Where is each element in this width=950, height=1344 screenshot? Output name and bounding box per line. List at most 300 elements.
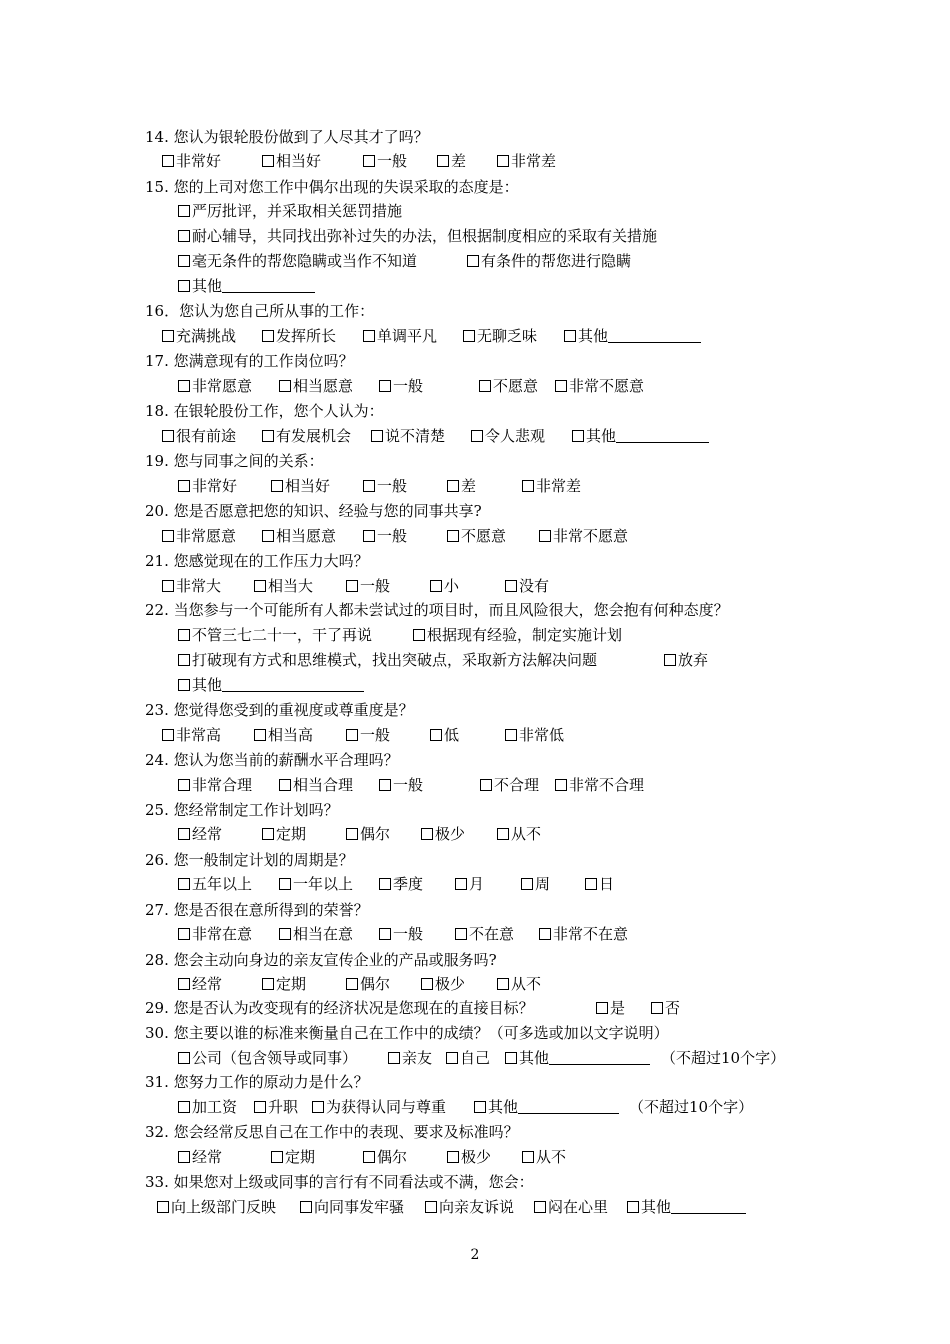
checkbox-icon[interactable] bbox=[522, 480, 534, 492]
option-label: 非常大 bbox=[176, 577, 222, 595]
option-label: 放弃 bbox=[678, 651, 709, 669]
option-label: 一般 bbox=[393, 925, 424, 943]
option-choice[interactable] bbox=[421, 973, 465, 995]
checkbox-icon[interactable] bbox=[178, 255, 190, 267]
option-choice[interactable] bbox=[279, 774, 353, 796]
option-choice[interactable] bbox=[262, 525, 336, 547]
checkbox-icon[interactable] bbox=[534, 1201, 546, 1213]
option-choice[interactable] bbox=[425, 1196, 514, 1218]
option-choice[interactable] bbox=[162, 325, 236, 347]
option-label: 无聊乏味 bbox=[477, 327, 538, 345]
option-label: 非常好 bbox=[176, 152, 222, 170]
option-choice[interactable] bbox=[446, 1047, 490, 1069]
option-choice[interactable] bbox=[262, 150, 321, 172]
option-choice[interactable] bbox=[271, 475, 330, 497]
checkbox-icon[interactable] bbox=[178, 828, 190, 840]
option-choice[interactable] bbox=[162, 724, 221, 746]
checkbox-icon[interactable] bbox=[346, 828, 358, 840]
option-choice[interactable] bbox=[178, 823, 222, 845]
option-choice[interactable] bbox=[463, 325, 537, 347]
checkbox-icon[interactable] bbox=[421, 828, 433, 840]
checkbox-icon[interactable] bbox=[312, 1101, 324, 1113]
option-choice[interactable] bbox=[430, 724, 459, 746]
option-choice[interactable] bbox=[664, 649, 708, 671]
checkbox-icon[interactable] bbox=[178, 878, 190, 890]
checkbox-icon[interactable] bbox=[157, 1201, 169, 1213]
checkbox-icon[interactable] bbox=[363, 155, 375, 167]
option-choice[interactable] bbox=[447, 475, 476, 497]
option-choice[interactable] bbox=[271, 1146, 315, 1168]
question-text: 20. 您是否愿意把您的知识、经验与您的同事共享? bbox=[145, 502, 482, 520]
option-label: 不管三七二十一，干了再说 bbox=[192, 626, 373, 644]
option-choice[interactable] bbox=[539, 923, 628, 945]
checkbox-icon[interactable] bbox=[363, 530, 375, 542]
option-choice[interactable] bbox=[279, 375, 353, 397]
option-choice[interactable] bbox=[178, 674, 364, 696]
option-choice[interactable] bbox=[471, 425, 545, 447]
option-label: 小 bbox=[444, 577, 460, 595]
option-choice[interactable] bbox=[479, 375, 538, 397]
option-choice[interactable] bbox=[363, 1146, 407, 1168]
option-choice[interactable] bbox=[178, 923, 252, 945]
option-label: 从不 bbox=[536, 1148, 567, 1166]
option-choice[interactable] bbox=[522, 1146, 566, 1168]
question-text: 19. 您与同事之间的关系： bbox=[145, 452, 324, 470]
option-label: 加工资 bbox=[192, 1098, 238, 1116]
checkbox-icon[interactable] bbox=[262, 530, 274, 542]
option-label: 相当大 bbox=[268, 577, 314, 595]
option-choice[interactable] bbox=[178, 475, 237, 497]
checkbox-icon[interactable] bbox=[178, 629, 190, 641]
option-choice[interactable] bbox=[596, 997, 625, 1019]
option-label: 耐心辅导，共同找出弥补过失的办法，但根据制度相应的采取有关措施 bbox=[192, 227, 658, 245]
checkbox-icon[interactable] bbox=[430, 580, 442, 592]
option-choice[interactable] bbox=[178, 649, 597, 671]
checkbox-icon[interactable] bbox=[178, 779, 190, 791]
question-text: 32. 您会经常反思自己在工作中的表现、要求及标准吗？ bbox=[145, 1123, 519, 1141]
checkbox-icon[interactable] bbox=[162, 330, 174, 342]
question-text: 21. 您感觉现在的工作压力大吗？ bbox=[145, 552, 369, 570]
option-choice[interactable] bbox=[254, 1096, 298, 1118]
checkbox-icon[interactable] bbox=[505, 1052, 517, 1064]
option-choice[interactable] bbox=[447, 1146, 491, 1168]
option-choice[interactable] bbox=[379, 873, 423, 895]
checkbox-icon[interactable] bbox=[346, 580, 358, 592]
checkbox-icon[interactable] bbox=[346, 729, 358, 741]
checkbox-icon[interactable] bbox=[363, 480, 375, 492]
option-label: 向同事发牢骚 bbox=[314, 1198, 405, 1216]
option-label: 有发展机会 bbox=[276, 427, 352, 445]
option-label: 升职 bbox=[268, 1098, 299, 1116]
checkbox-icon[interactable] bbox=[346, 978, 358, 990]
option-label: 打破现有方式和思维模式，找出突破点，采取新方法解决问题 bbox=[192, 651, 598, 669]
option-label: 偶尔 bbox=[360, 825, 391, 843]
option-label: 经常 bbox=[192, 825, 223, 843]
option-choice[interactable] bbox=[178, 200, 402, 222]
option-choice[interactable] bbox=[437, 150, 466, 172]
checkbox-icon[interactable] bbox=[279, 380, 291, 392]
checkbox-icon[interactable] bbox=[447, 530, 459, 542]
option-label: 非常在意 bbox=[192, 925, 253, 943]
option-choice[interactable] bbox=[178, 275, 315, 297]
question-text: 31. 您努力工作的原动力是什么？ bbox=[145, 1073, 369, 1091]
question-text: 33. 如果您对上级或同事的言行有不同看法或不满，您会： bbox=[145, 1173, 534, 1191]
option-label: 没有 bbox=[519, 577, 550, 595]
checkbox-icon[interactable] bbox=[371, 430, 383, 442]
fill-in-blank[interactable] bbox=[222, 277, 315, 293]
option-choice[interactable] bbox=[262, 823, 306, 845]
option-label: 亲友 bbox=[402, 1049, 433, 1067]
option-choice[interactable] bbox=[262, 973, 306, 995]
checkbox-icon[interactable] bbox=[178, 679, 190, 691]
option-note: （不超过10个字） bbox=[629, 1098, 754, 1116]
option-label: 非常不合理 bbox=[569, 776, 645, 794]
question-text: 15. 您的上司对您工作中偶尔出现的失误采取的态度是： bbox=[145, 178, 519, 196]
checkbox-icon[interactable] bbox=[300, 1201, 312, 1213]
option-label: 周 bbox=[535, 875, 551, 893]
checkbox-icon[interactable] bbox=[178, 205, 190, 217]
option-choice[interactable] bbox=[467, 250, 631, 272]
option-choice[interactable] bbox=[371, 425, 445, 447]
option-choice[interactable] bbox=[162, 575, 221, 597]
option-choice[interactable] bbox=[379, 923, 423, 945]
option-choice[interactable] bbox=[178, 973, 222, 995]
option-label: 一般 bbox=[360, 577, 391, 595]
option-choice[interactable] bbox=[505, 1047, 650, 1069]
option-label: 极少 bbox=[461, 1148, 492, 1166]
option-choice[interactable] bbox=[430, 575, 459, 597]
option-choice[interactable] bbox=[539, 525, 628, 547]
option-label: 其他 bbox=[519, 1049, 550, 1067]
question-text: 22. 当您参与一个可能所有人都未尝试过的项目时，而且风险很大，您会抱有何种态度？ bbox=[145, 601, 729, 619]
checkbox-icon[interactable] bbox=[279, 928, 291, 940]
option-choice[interactable] bbox=[497, 823, 541, 845]
option-choice[interactable] bbox=[497, 150, 556, 172]
option-label: 差 bbox=[461, 477, 477, 495]
option-label: 非常合理 bbox=[192, 776, 253, 794]
fill-in-blank[interactable] bbox=[518, 1098, 619, 1114]
option-label: 其他 bbox=[641, 1198, 672, 1216]
option-choice[interactable] bbox=[346, 823, 390, 845]
option-label: 非常高 bbox=[176, 726, 222, 744]
checkbox-icon[interactable] bbox=[555, 380, 567, 392]
checkbox-icon[interactable] bbox=[271, 480, 283, 492]
checkbox-icon[interactable] bbox=[262, 978, 274, 990]
question-text: 16．您认为您自己所从事的工作： bbox=[145, 302, 375, 320]
option-label: 为获得认同与尊重 bbox=[326, 1098, 447, 1116]
option-label: 经常 bbox=[192, 1148, 223, 1166]
option-choice[interactable] bbox=[413, 624, 622, 646]
option-label: 充满挑战 bbox=[176, 327, 237, 345]
option-choice[interactable] bbox=[651, 997, 680, 1019]
checkbox-icon[interactable] bbox=[585, 878, 597, 890]
option-label: 不在意 bbox=[469, 925, 515, 943]
checkbox-icon[interactable] bbox=[279, 779, 291, 791]
checkbox-icon[interactable] bbox=[254, 1101, 266, 1113]
checkbox-icon[interactable] bbox=[279, 878, 291, 890]
checkbox-icon[interactable] bbox=[664, 654, 676, 666]
option-choice[interactable] bbox=[534, 1196, 608, 1218]
checkbox-icon[interactable] bbox=[178, 280, 190, 292]
checkbox-icon[interactable] bbox=[505, 580, 517, 592]
checkbox-icon[interactable] bbox=[555, 779, 567, 791]
fill-in-blank[interactable] bbox=[222, 676, 364, 692]
fill-in-blank[interactable] bbox=[616, 427, 709, 443]
option-choice[interactable] bbox=[178, 375, 252, 397]
checkbox-icon[interactable] bbox=[447, 480, 459, 492]
question-text: 27. 您是否很在意所得到的荣誉？ bbox=[145, 901, 369, 919]
option-label: 季度 bbox=[393, 875, 424, 893]
checkbox-icon[interactable] bbox=[178, 380, 190, 392]
option-label: 其他 bbox=[586, 427, 617, 445]
checkbox-icon[interactable] bbox=[539, 928, 551, 940]
checkbox-icon[interactable] bbox=[447, 1151, 459, 1163]
option-choice[interactable] bbox=[455, 873, 484, 895]
option-choice[interactable] bbox=[388, 1047, 432, 1069]
checkbox-icon[interactable] bbox=[178, 1151, 190, 1163]
option-label: 相当愿意 bbox=[276, 527, 337, 545]
checkbox-icon[interactable] bbox=[178, 1052, 190, 1064]
option-label: 不愿意 bbox=[461, 527, 507, 545]
checkbox-icon[interactable] bbox=[162, 430, 174, 442]
question-text: 23. 您觉得您受到的重视度或尊重度是？ bbox=[145, 701, 414, 719]
option-label: 极少 bbox=[435, 975, 466, 993]
option-choice[interactable] bbox=[627, 1196, 746, 1218]
question-text: 18. 在银轮股份工作，您个人认为： bbox=[145, 402, 384, 420]
option-choice[interactable] bbox=[564, 325, 701, 347]
option-choice[interactable] bbox=[279, 873, 353, 895]
checkbox-icon[interactable] bbox=[162, 155, 174, 167]
option-label: 毫无条件的帮您隐瞒或当作不知道 bbox=[192, 252, 418, 270]
option-label: 相当高 bbox=[268, 726, 314, 744]
checkbox-icon[interactable] bbox=[479, 380, 491, 392]
option-choice[interactable] bbox=[555, 774, 644, 796]
question-text: 28. 您会主动向身边的亲友宣传企业的产品或服务吗? bbox=[145, 951, 497, 969]
option-choice[interactable] bbox=[254, 724, 313, 746]
option-choice[interactable] bbox=[379, 774, 423, 796]
option-choice[interactable] bbox=[346, 973, 390, 995]
option-label: 是 bbox=[610, 999, 626, 1017]
option-label: 相当好 bbox=[285, 477, 331, 495]
checkbox-icon[interactable] bbox=[379, 928, 391, 940]
option-label: 一年以上 bbox=[293, 875, 354, 893]
option-label: 一般 bbox=[360, 726, 391, 744]
checkbox-icon[interactable] bbox=[596, 1002, 608, 1014]
checkbox-icon[interactable] bbox=[505, 729, 517, 741]
checkbox-icon[interactable] bbox=[162, 530, 174, 542]
option-choice[interactable] bbox=[521, 873, 550, 895]
checkbox-icon[interactable] bbox=[572, 430, 584, 442]
checkbox-icon[interactable] bbox=[363, 1151, 375, 1163]
option-label: 严厉批评，并采取相关惩罚措施 bbox=[192, 202, 403, 220]
checkbox-icon[interactable] bbox=[455, 878, 467, 890]
option-label: 公司（包含领导或同事） bbox=[192, 1049, 358, 1067]
option-label: 很有前途 bbox=[176, 427, 237, 445]
option-choice[interactable] bbox=[363, 475, 407, 497]
checkbox-icon[interactable] bbox=[413, 629, 425, 641]
option-label: 相当合理 bbox=[293, 776, 354, 794]
option-choice[interactable] bbox=[447, 525, 506, 547]
option-choice[interactable] bbox=[262, 425, 351, 447]
option-choice[interactable] bbox=[162, 425, 236, 447]
option-label: 偶尔 bbox=[360, 975, 391, 993]
option-choice[interactable] bbox=[157, 1196, 276, 1218]
option-choice[interactable] bbox=[178, 1096, 237, 1118]
checkbox-icon[interactable] bbox=[564, 330, 576, 342]
checkbox-icon[interactable] bbox=[162, 729, 174, 741]
checkbox-icon[interactable] bbox=[522, 1151, 534, 1163]
option-label: 非常好 bbox=[192, 477, 238, 495]
checkbox-icon[interactable] bbox=[521, 878, 533, 890]
checkbox-icon[interactable] bbox=[379, 878, 391, 890]
fill-in-blank[interactable] bbox=[671, 1198, 746, 1214]
option-choice[interactable] bbox=[480, 774, 539, 796]
checkbox-icon[interactable] bbox=[178, 978, 190, 990]
option-choice[interactable] bbox=[346, 724, 390, 746]
option-choice[interactable] bbox=[474, 1096, 619, 1118]
checkbox-icon[interactable] bbox=[178, 1101, 190, 1113]
checkbox-icon[interactable] bbox=[262, 430, 274, 442]
option-label: 相当愿意 bbox=[293, 377, 354, 395]
option-label: 非常差 bbox=[536, 477, 582, 495]
option-label: 日 bbox=[599, 875, 615, 893]
option-label: 一般 bbox=[393, 776, 424, 794]
checkbox-icon[interactable] bbox=[262, 828, 274, 840]
question-text: 14. 您认为银轮股份做到了人尽其才了吗？ bbox=[145, 128, 429, 146]
option-choice[interactable] bbox=[162, 150, 221, 172]
option-choice[interactable] bbox=[279, 923, 353, 945]
option-choice[interactable] bbox=[379, 375, 423, 397]
option-choice[interactable] bbox=[346, 575, 390, 597]
checkbox-icon[interactable] bbox=[388, 1052, 400, 1064]
option-choice[interactable] bbox=[505, 724, 564, 746]
fill-in-blank[interactable] bbox=[549, 1049, 650, 1065]
option-label: 向亲友诉说 bbox=[439, 1198, 515, 1216]
option-label: 定期 bbox=[276, 975, 307, 993]
checkbox-icon[interactable] bbox=[178, 230, 190, 242]
checkbox-icon[interactable] bbox=[178, 928, 190, 940]
option-label: 偶尔 bbox=[377, 1148, 408, 1166]
option-label: 非常愿意 bbox=[192, 377, 253, 395]
option-choice[interactable] bbox=[178, 774, 252, 796]
option-label: 单调平凡 bbox=[377, 327, 438, 345]
checkbox-icon[interactable] bbox=[363, 330, 375, 342]
option-label: 其他 bbox=[192, 676, 223, 694]
option-label: 定期 bbox=[285, 1148, 316, 1166]
option-label: 根据现有经验，制定实施计划 bbox=[427, 626, 623, 644]
option-choice[interactable] bbox=[162, 525, 236, 547]
option-choice[interactable] bbox=[262, 325, 336, 347]
question-text: 24. 您认为您当前的薪酬水平合理吗？ bbox=[145, 751, 399, 769]
option-choice[interactable] bbox=[254, 575, 313, 597]
checkbox-icon[interactable] bbox=[446, 1052, 458, 1064]
option-choice[interactable] bbox=[522, 475, 581, 497]
option-label: 相当在意 bbox=[293, 925, 354, 943]
checkbox-icon[interactable] bbox=[262, 155, 274, 167]
option-choice[interactable] bbox=[455, 923, 514, 945]
option-label: 其他 bbox=[488, 1098, 519, 1116]
option-label: 月 bbox=[469, 875, 485, 893]
option-choice[interactable] bbox=[178, 873, 252, 895]
option-label: 经常 bbox=[192, 975, 223, 993]
option-choice[interactable] bbox=[497, 973, 541, 995]
checkbox-icon[interactable] bbox=[254, 729, 266, 741]
option-label: 非常差 bbox=[511, 152, 557, 170]
checkbox-icon[interactable] bbox=[425, 1201, 437, 1213]
checkbox-icon[interactable] bbox=[421, 978, 433, 990]
checkbox-icon[interactable] bbox=[480, 779, 492, 791]
option-label: 一般 bbox=[377, 152, 408, 170]
checkbox-icon[interactable] bbox=[497, 155, 509, 167]
checkbox-icon[interactable] bbox=[178, 654, 190, 666]
option-note: （不超过10个字） bbox=[661, 1049, 786, 1067]
checkbox-icon[interactable] bbox=[271, 1151, 283, 1163]
option-label: 非常低 bbox=[519, 726, 565, 744]
checkbox-icon[interactable] bbox=[471, 430, 483, 442]
option-label: 否 bbox=[665, 999, 681, 1017]
option-label: 闷在心里 bbox=[548, 1198, 609, 1216]
question-text: 29. 您是否认为改变现有的经济状况是您现在的直接目标？ bbox=[145, 999, 534, 1017]
checkbox-icon[interactable] bbox=[254, 580, 266, 592]
option-label: 发挥所长 bbox=[276, 327, 337, 345]
checkbox-icon[interactable] bbox=[379, 779, 391, 791]
checkbox-icon[interactable] bbox=[437, 155, 449, 167]
question-text: 26. 您一般制定计划的周期是？ bbox=[145, 851, 354, 869]
checkbox-icon[interactable] bbox=[455, 928, 467, 940]
fill-in-blank[interactable] bbox=[608, 327, 701, 343]
checkbox-icon[interactable] bbox=[497, 978, 509, 990]
checkbox-icon[interactable] bbox=[162, 580, 174, 592]
checkbox-icon[interactable] bbox=[178, 480, 190, 492]
option-choice[interactable] bbox=[363, 150, 407, 172]
checkbox-icon[interactable] bbox=[497, 828, 509, 840]
option-label: 一般 bbox=[393, 377, 424, 395]
option-label: 不愿意 bbox=[493, 377, 539, 395]
option-label: 极少 bbox=[435, 825, 466, 843]
option-choice[interactable] bbox=[312, 1096, 446, 1118]
checkbox-icon[interactable] bbox=[651, 1002, 663, 1014]
option-choice[interactable] bbox=[572, 425, 709, 447]
checkbox-icon[interactable] bbox=[430, 729, 442, 741]
option-choice[interactable] bbox=[421, 823, 465, 845]
option-choice[interactable] bbox=[300, 1196, 404, 1218]
option-choice[interactable] bbox=[178, 1047, 357, 1069]
checkbox-icon[interactable] bbox=[474, 1101, 486, 1113]
checkbox-icon[interactable] bbox=[463, 330, 475, 342]
checkbox-icon[interactable] bbox=[262, 330, 274, 342]
option-choice[interactable] bbox=[178, 1146, 222, 1168]
option-choice[interactable] bbox=[178, 250, 417, 272]
checkbox-icon[interactable] bbox=[467, 255, 479, 267]
option-label: 低 bbox=[444, 726, 460, 744]
checkbox-icon[interactable] bbox=[627, 1201, 639, 1213]
checkbox-icon[interactable] bbox=[379, 380, 391, 392]
option-choice[interactable] bbox=[555, 375, 644, 397]
question-text: 17. 您满意现有的工作岗位吗？ bbox=[145, 352, 354, 370]
option-choice[interactable] bbox=[363, 525, 407, 547]
option-choice[interactable] bbox=[363, 325, 437, 347]
option-choice[interactable] bbox=[585, 873, 614, 895]
checkbox-icon[interactable] bbox=[539, 530, 551, 542]
option-choice[interactable] bbox=[178, 225, 657, 247]
option-choice[interactable] bbox=[178, 624, 372, 646]
question-text: 25. 您经常制定工作计划吗？ bbox=[145, 801, 339, 819]
option-label: 相当好 bbox=[276, 152, 322, 170]
option-label: 从不 bbox=[511, 975, 542, 993]
option-label: 差 bbox=[451, 152, 467, 170]
question-text: 30. 您主要以谁的标准来衡量自己在工作中的成绩？（可多选或加以文字说明） bbox=[145, 1024, 669, 1042]
option-choice[interactable] bbox=[505, 575, 549, 597]
